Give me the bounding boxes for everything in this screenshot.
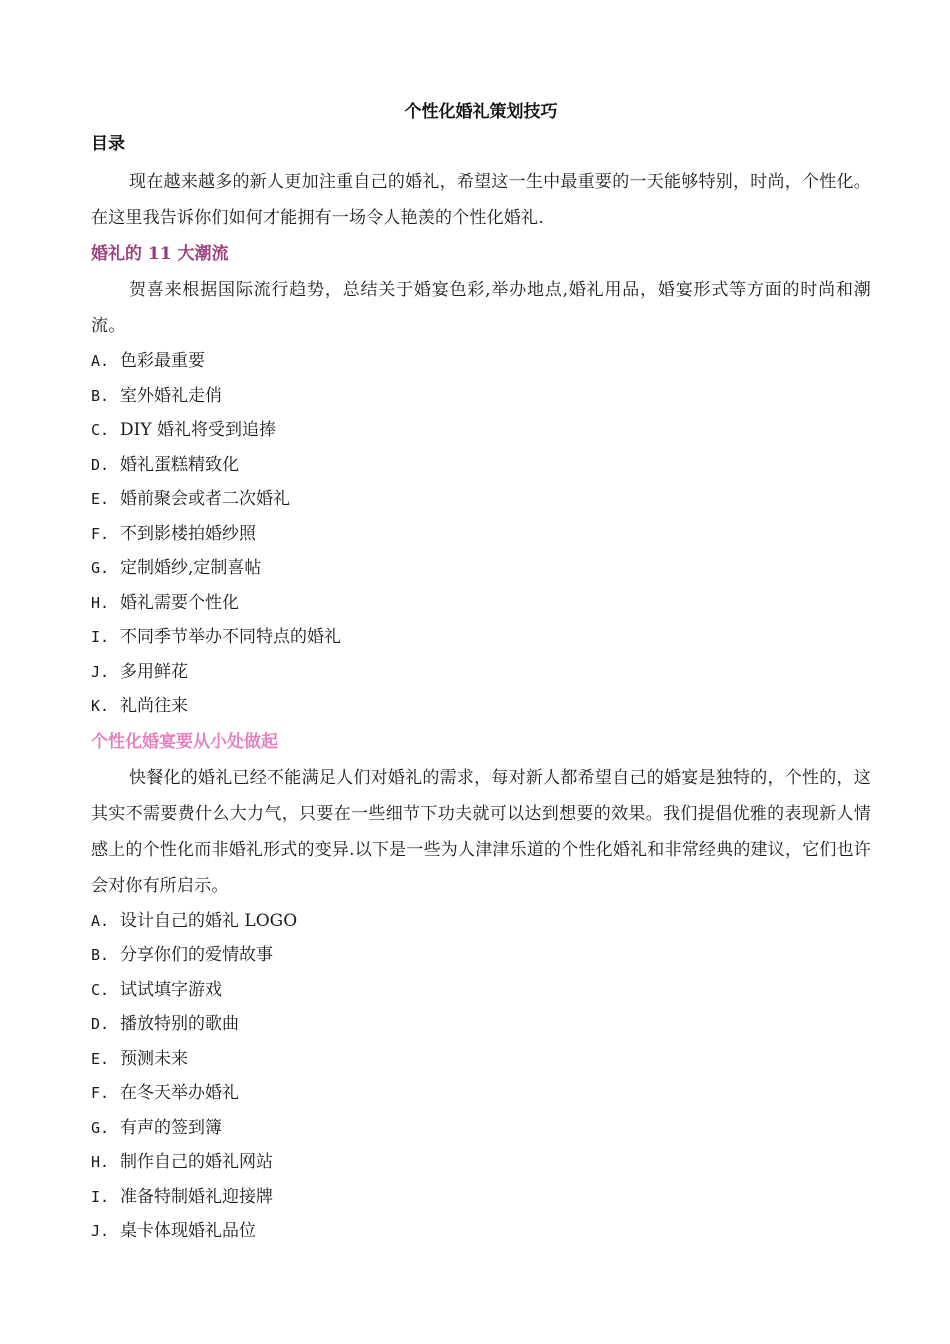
list-item-letter: C. xyxy=(91,980,110,999)
list-item xyxy=(91,904,871,939)
document-page xyxy=(91,96,871,1249)
list-item-text: 在冬天举办婚礼 xyxy=(120,1083,239,1103)
banquet-list xyxy=(91,904,871,1249)
list-item xyxy=(91,551,871,586)
list-item-text: 试试填字游戏 xyxy=(120,979,222,1000)
list-item-text: 桌卡体现婚礼品位 xyxy=(120,1221,256,1241)
list-item xyxy=(91,689,871,724)
document-title: 个性化婚礼策划技巧 xyxy=(404,102,558,122)
list-item-letter: B. xyxy=(91,386,110,405)
list-item xyxy=(91,379,871,414)
list-item xyxy=(91,482,871,517)
list-item-letter: I. xyxy=(91,628,110,646)
list-item-text: 多用鲜花 xyxy=(120,661,188,682)
list-item-letter: A. xyxy=(91,911,110,930)
list-item-text: 婚礼蛋糕精致化 xyxy=(120,454,239,475)
list-item xyxy=(91,1042,871,1077)
list-item xyxy=(91,1145,871,1180)
section-paragraph-trends: 贺喜来根据国际流行趋势，总结关于婚宴色彩,举办地点,婚礼用品，婚宴形式等方面的时尚和潮流。 xyxy=(91,280,871,336)
list-item-letter: I. xyxy=(91,1187,110,1206)
list-item-text: DIY 婚礼将受到追捧 xyxy=(120,420,276,440)
list-item-text: 预测未来 xyxy=(120,1048,188,1069)
list-item xyxy=(91,1111,871,1146)
list-item xyxy=(91,938,871,973)
list-item-text: 准备特制婚礼迎接牌 xyxy=(120,1186,273,1207)
list-item-text: 制作自己的婚礼网站 xyxy=(120,1152,273,1172)
list-item-text: 不到影楼拍婚纱照 xyxy=(120,523,256,544)
list-item-text: 有声的签到簿 xyxy=(120,1117,222,1138)
list-item xyxy=(91,517,871,552)
list-item-letter: F. xyxy=(91,524,110,543)
list-item-text: 礼尚往来 xyxy=(120,696,188,716)
list-item-letter: J. xyxy=(91,662,110,681)
list-item xyxy=(91,1076,871,1111)
list-item-letter: E. xyxy=(91,1049,110,1068)
list-item-letter: D. xyxy=(91,455,110,474)
list-item-text: 设计自己的婚礼 LOGO xyxy=(120,910,298,931)
section-heading-banquet: 个性化婚宴要从小处做起 xyxy=(91,731,278,752)
list-item-letter: H. xyxy=(91,1153,110,1171)
list-item-text: 播放特别的歌曲 xyxy=(120,1014,239,1034)
section-paragraph-banquet: 快餐化的婚礼已经不能满足人们对婚礼的需求，每对新人都希望自己的婚宴是独特的，个性的，这其实不需要费什么大力气，只要在一些细节下功夫就可以达到想要的效果。我们提倡优雅的表现新人情感上的个性化而非婚礼形式的变异.以下是一些为人津津乐道的个性化婚礼和非常经典的建议，它们也许会对你有所启示。 xyxy=(91,767,871,896)
list-item-letter: F. xyxy=(91,1084,110,1102)
list-item-letter: G. xyxy=(91,1118,110,1137)
section-heading-trends: 婚礼的 11 大潮流 xyxy=(91,244,229,264)
section-banquet xyxy=(91,724,871,1249)
list-item-letter: C. xyxy=(91,421,110,439)
list-item-letter: E. xyxy=(91,490,110,508)
list-item-text: 定制婚纱,定制喜帖 xyxy=(120,558,262,578)
list-item xyxy=(91,655,871,690)
list-item xyxy=(91,1180,871,1215)
list-item-text: 不同季节举办不同特点的婚礼 xyxy=(120,627,341,647)
intro-paragraph: 现在越来越多的新人更加注重自己的婚礼，希望这一生中最重要的一天能够特别，时尚，个性化。在这里我告诉你们如何才能拥有一场令人艳羡的个性化婚礼. xyxy=(91,172,871,228)
list-item-text: 婚礼需要个性化 xyxy=(120,592,239,613)
list-item-letter: A. xyxy=(91,352,110,370)
list-item xyxy=(91,620,871,655)
list-item-text: 室外婚礼走俏 xyxy=(120,385,222,406)
list-item-letter: B. xyxy=(91,946,110,964)
list-item xyxy=(91,973,871,1008)
section-trends xyxy=(91,236,871,724)
list-item xyxy=(91,1007,871,1042)
list-item-letter: J. xyxy=(91,1222,110,1240)
list-item xyxy=(91,344,871,379)
list-item xyxy=(91,448,871,483)
list-item-letter: H. xyxy=(91,593,110,612)
trend-list xyxy=(91,344,871,724)
list-item-text: 分享你们的爱情故事 xyxy=(120,945,273,965)
toc-label: 目录 xyxy=(91,134,125,154)
list-item xyxy=(91,586,871,621)
list-item xyxy=(91,413,871,448)
list-item-text: 色彩最重要 xyxy=(120,351,205,371)
list-item-letter: G. xyxy=(91,559,110,577)
list-item-text: 婚前聚会或者二次婚礼 xyxy=(120,489,290,509)
list-item-letter: K. xyxy=(91,697,110,715)
list-item-letter: D. xyxy=(91,1015,110,1033)
list-item xyxy=(91,1214,871,1249)
